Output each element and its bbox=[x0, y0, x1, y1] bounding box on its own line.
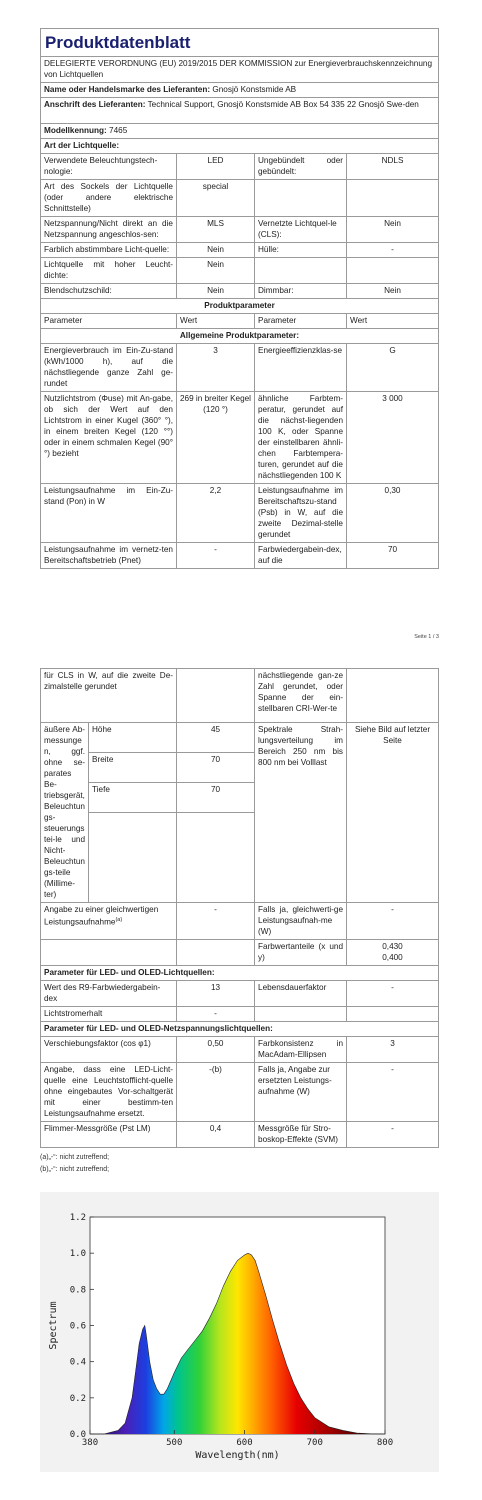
supplier-address-row bbox=[41, 98, 439, 124]
value-cell: Nein bbox=[347, 217, 439, 243]
param-cell: für CLS in W, auf die zweite De-zimalstelle gerundet bbox=[41, 669, 177, 723]
table-row bbox=[41, 258, 439, 284]
value-cell bbox=[177, 669, 255, 723]
value-cell: 70 bbox=[347, 543, 439, 569]
param-cell: Lebensdauerfaktor bbox=[255, 981, 347, 1007]
table-row bbox=[41, 1122, 439, 1148]
value-cell: LED bbox=[177, 154, 255, 180]
model-row bbox=[41, 124, 439, 139]
param-cell: Leistungsaufnahme im Ein-Zu-stand (Pon) in W bbox=[41, 484, 177, 543]
value-cell: 269 in breiter Kegel (120 °) bbox=[177, 392, 255, 484]
param-cell bbox=[255, 258, 347, 284]
height-value: 45 bbox=[177, 723, 255, 753]
model-value: 7465 bbox=[109, 126, 128, 135]
param-cell: Vernetzte Lichtquel-le (CLS): bbox=[255, 217, 347, 243]
empty-cell bbox=[41, 940, 177, 966]
y-tick-label: 1.0 bbox=[69, 1249, 86, 1260]
value-cell: - bbox=[347, 1063, 439, 1122]
supplier-name-row bbox=[41, 83, 439, 98]
x-tick-label: 500 bbox=[166, 1438, 183, 1448]
value-cell: - bbox=[177, 903, 255, 940]
dimensions-row bbox=[41, 723, 439, 753]
value-cell: 0,4 bbox=[177, 1122, 255, 1148]
value-cell: special bbox=[177, 180, 255, 217]
datasheet-page-1 bbox=[40, 28, 439, 640]
param-cell: Hülle: bbox=[255, 243, 347, 258]
model-label: Modellkennung: bbox=[44, 126, 107, 135]
table-row bbox=[41, 180, 439, 217]
general-params-header: Allgemeine Produktparameter: bbox=[41, 329, 439, 344]
supplier-address-label: Anschrift des Lieferanten: bbox=[44, 100, 146, 109]
table-row bbox=[41, 1037, 439, 1063]
param-cell: Leistungsaufnahme im Bereitschaftszu-stand (Psb) in W, auf die zweite Dezimal-stelle gerundet bbox=[255, 484, 347, 543]
column-header-row bbox=[41, 314, 439, 329]
param-cell: Farbwertanteile (x und y) bbox=[255, 940, 347, 966]
empty-cell bbox=[347, 1007, 439, 1022]
value-cell: Nein bbox=[177, 258, 255, 284]
supplier-address: Technical Support, Gnosjö Konstsmide AB Box 54 335 22 Gnosjö Swe-den bbox=[147, 100, 419, 109]
table-row bbox=[41, 903, 439, 940]
dimensions-label: äußere Ab-messungen, ggf. ohne se-parates Be-triebsgerät, Beleuchtungs-steuerungstei-le und Nicht-Beleuchtungs-teile (Millime-ter) bbox=[41, 723, 89, 903]
y-tick-label: 0.4 bbox=[69, 1357, 86, 1368]
x-tick-label: 380 bbox=[81, 1438, 99, 1448]
param-cell: Farbkonsistenz in MacAdam-Ellipsen bbox=[255, 1037, 347, 1063]
value-cell bbox=[347, 180, 439, 217]
table-row bbox=[41, 284, 439, 299]
footnote-b: (b)„-“: nicht zutreffend; bbox=[40, 1166, 110, 1173]
depth-value: 70 bbox=[177, 783, 255, 813]
value-cell: G bbox=[347, 344, 439, 392]
table-row bbox=[41, 484, 439, 543]
param-cell: Leistungsaufnahme im vernetz-ten Bereitschaftsbetrieb (Pnet) bbox=[41, 543, 177, 569]
table-row bbox=[41, 154, 439, 180]
value-cell bbox=[347, 258, 439, 284]
y-tick-label: 1.2 bbox=[69, 1213, 86, 1223]
param-cell: nächstliegende gan-ze Zahl gerundet, oder Spanne der ein-stellbaren CRI-Wer-te bbox=[255, 669, 347, 723]
value-cell: 0,50 bbox=[177, 1037, 255, 1063]
value-cell: - bbox=[347, 903, 439, 940]
x-tick-label: 700 bbox=[306, 1438, 323, 1448]
param-cell bbox=[255, 180, 347, 217]
width-value: 70 bbox=[177, 753, 255, 783]
value-cell bbox=[347, 940, 439, 966]
empty-cell bbox=[89, 813, 177, 903]
empty-cell bbox=[177, 813, 255, 903]
value-cell: Nein bbox=[177, 243, 255, 258]
value-cell: - bbox=[177, 1007, 255, 1022]
spectrum-chart bbox=[40, 1192, 439, 1472]
table-row bbox=[41, 392, 439, 484]
param-cell: Falls ja, gleichwerti-ge Leistungsaufnah-me (W) bbox=[255, 903, 347, 940]
value-cell: Nein bbox=[347, 284, 439, 299]
x-tick-label: 800 bbox=[376, 1438, 394, 1448]
datasheet-table-2 bbox=[40, 668, 439, 1148]
supplier-name: Gnosjö Konstsmide AB bbox=[212, 85, 297, 94]
depth-label: Tiefe bbox=[89, 783, 177, 813]
table-row bbox=[41, 217, 439, 243]
value-cell: 2,2 bbox=[177, 484, 255, 543]
param-cell: Verschiebungsfaktor (cos φ1) bbox=[41, 1037, 177, 1063]
param-cell: Flimmer-Messgröße (Pst LM) bbox=[41, 1122, 177, 1148]
datasheet-table-1 bbox=[40, 28, 439, 569]
param-cell: Energieeffizienzklas-se bbox=[255, 344, 347, 392]
value-cell: 13 bbox=[177, 981, 255, 1007]
chroma-x: 0,430 bbox=[382, 942, 403, 951]
param-cell: Falls ja, Angabe zur ersetzten Leistungs-aufnahme (W) bbox=[255, 1063, 347, 1122]
table-row bbox=[41, 669, 439, 723]
product-params-header: Produktparameter bbox=[41, 299, 439, 314]
value-cell: - bbox=[347, 981, 439, 1007]
param-cell bbox=[41, 903, 177, 940]
table-row bbox=[41, 243, 439, 258]
param-cell: Netzspannung/Nicht direkt an die Netzspannung angeschlos-sen: bbox=[41, 217, 177, 243]
param-cell: Energieverbrauch im Ein-Zu-stand (kWh/1000 h), auf die nächstliegende ganze Zahl ge-rundet bbox=[41, 344, 177, 392]
table-row bbox=[41, 981, 439, 1007]
table-row bbox=[41, 344, 439, 392]
value-cell: MLS bbox=[177, 217, 255, 243]
value-cell bbox=[347, 669, 439, 723]
param-cell: Lichtquelle mit hoher Leucht-dichte: bbox=[41, 258, 177, 284]
value-cell: 3 bbox=[347, 1037, 439, 1063]
param-cell: Farblich abstimmbare Licht-quelle: bbox=[41, 243, 177, 258]
height-label: Höhe bbox=[89, 723, 177, 753]
datasheet-page-2 bbox=[40, 668, 439, 1176]
table-row bbox=[41, 1007, 439, 1022]
param-cell: Nutzlichtstrom (Φuse) mit An-gabe, ob sich der Wert auf den Lichtstrom in einer Kugel (360° °), in einem breiten Kegel (120 °°) oder in einem schmalen Kegel (90° °) bezieht bbox=[41, 392, 177, 484]
param-cell: Dimmbar: bbox=[255, 284, 347, 299]
footnotes bbox=[40, 1152, 439, 1176]
col-header-parameter: Parameter bbox=[41, 314, 177, 329]
table-row bbox=[41, 940, 439, 966]
param-cell: Farbwiedergabein-dex, auf die bbox=[255, 543, 347, 569]
page-number: Seite 1 / 3 bbox=[414, 634, 439, 640]
y-tick-label: 0.8 bbox=[69, 1285, 86, 1296]
param-cell: Blendschutzschild: bbox=[41, 284, 177, 299]
table-row bbox=[41, 1063, 439, 1122]
value-cell: - bbox=[347, 1122, 439, 1148]
y-axis-label: Spectrum bbox=[48, 1301, 59, 1350]
col-header-value: Wert bbox=[347, 314, 439, 329]
width-label: Breite bbox=[89, 753, 177, 783]
footnote-a: (a)„-“: nicht zutreffend; bbox=[40, 1154, 110, 1161]
y-tick-label: 0.0 bbox=[69, 1430, 86, 1440]
param-cell: Lichtstromerhalt bbox=[41, 1007, 177, 1022]
x-axis-label: Wavelength(nm) bbox=[195, 1450, 280, 1461]
led-params-header: Parameter für LED- und OLED-Lichtquellen: bbox=[41, 966, 439, 981]
mains-params-header: Parameter für LED- und OLED-Netzspannungslichtquellen: bbox=[41, 1022, 439, 1037]
empty-cell bbox=[177, 940, 255, 966]
value-cell: NDLS bbox=[347, 154, 439, 180]
param-cell: Art des Sockels der Lichtquelle (oder andere elektrische Schnittstelle) bbox=[41, 180, 177, 217]
light-source-type-header: Art der Lichtquelle: bbox=[41, 139, 439, 154]
chroma-y: 0,400 bbox=[382, 953, 403, 962]
param-cell: Wert des R9-Farbwiedergabein-dex bbox=[41, 981, 177, 1007]
param-cell: ähnliche Farbtem-peratur, gerundet auf die nächst-liegenden 100 K, oder Spanne der einstellbaren ähnli-chen Farbtempera-turen, gerundet auf die nächstliegenden 100 K bbox=[255, 392, 347, 484]
value-cell: - bbox=[177, 543, 255, 569]
value-cell: Siehe Bild auf letzter Seite bbox=[347, 723, 439, 903]
param-cell: Angabe, dass eine LED-Licht-quelle eine Leuchtstofflicht-quelle ohne eingebautes Vor-schaltgerät mit einer bestimm-ten Leistungsaufnahme ersetzt. bbox=[41, 1063, 177, 1122]
value-cell: - bbox=[347, 243, 439, 258]
y-tick-label: 0.6 bbox=[69, 1321, 86, 1332]
supplier-name-label: Name oder Handelsmarke des Lieferanten: bbox=[44, 85, 211, 94]
x-tick-label: 600 bbox=[236, 1438, 253, 1448]
param-cell: Verwendete Beleuchtungstech-nologie: bbox=[41, 154, 177, 180]
page-title: Produktdatenblatt bbox=[41, 29, 439, 57]
value-cell: -(b) bbox=[177, 1063, 255, 1122]
footnote-ref-a: (a) bbox=[115, 917, 123, 923]
col-header-value: Wert bbox=[177, 314, 255, 329]
table-row bbox=[41, 543, 439, 569]
param-cell: Messgröße für Stro-boskop-Effekte (SVM) bbox=[255, 1122, 347, 1148]
value-cell: Nein bbox=[177, 284, 255, 299]
value-cell: 3 bbox=[177, 344, 255, 392]
regulation-text: DELEGIERTE VERORDNUNG (EU) 2019/2015 DER KOMMISSION zur Energieverbrauchskennzeichnung von Lichtquellen bbox=[41, 57, 439, 83]
value-cell: 3 000 bbox=[347, 392, 439, 484]
empty-cell bbox=[255, 1007, 347, 1022]
equiv-label: Angabe zu einer gleichwertigen Leistungsaufnahme bbox=[44, 905, 159, 927]
param-cell: Spektrale Strah-lungsverteilung im Bereich 250 nm bis 800 nm bei Volllast bbox=[255, 723, 347, 903]
y-tick-label: 0.2 bbox=[69, 1393, 86, 1404]
value-cell: 0,30 bbox=[347, 484, 439, 543]
param-cell: Ungebündelt oder gebündelt: bbox=[255, 154, 347, 180]
col-header-parameter: Parameter bbox=[255, 314, 347, 329]
